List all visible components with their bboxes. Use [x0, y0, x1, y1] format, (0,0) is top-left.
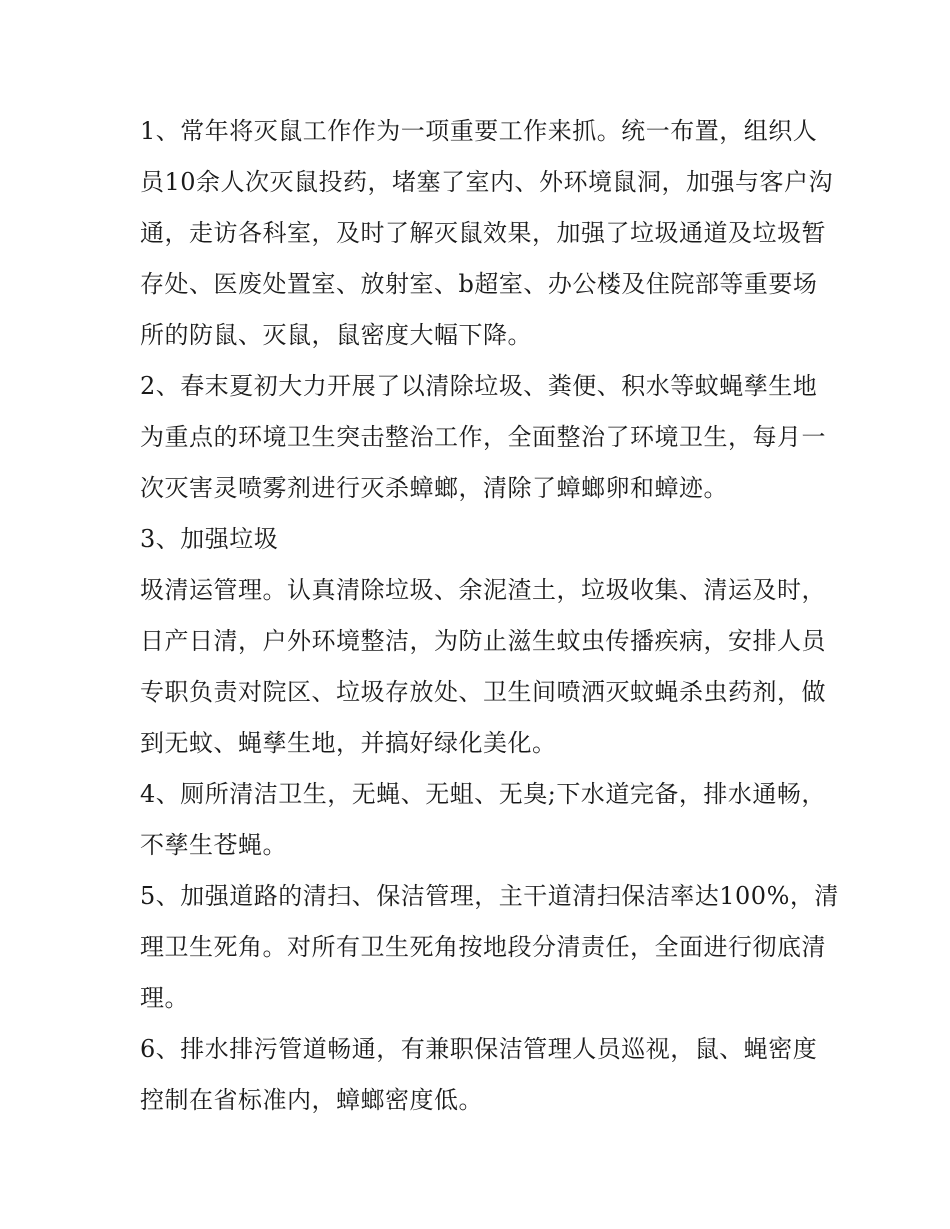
document-body	[140, 106, 840, 1126]
paragraph-4: 4、厕所清洁卫生，无蝇、无蛆、无臭;下水道完备，排水通畅，不孳生苍蝇。	[140, 780, 826, 859]
paragraph-5: 5、加强道路的清扫、保洁管理，主干道清扫保洁率达100%，清理卫生死角。对所有卫生死角按地段分清责任，全面进行彻底清理。	[140, 882, 839, 1012]
paragraph-2: 2、春末夏初大力开展了以清除垃圾、粪便、积水等蚊蝇孳生地为重点的环境卫生突击整治工作，全面整治了环境卫生，每月一次灭害灵喷雾剂进行灭杀蟑螂，清除了蟑螂卵和蟑迹。	[140, 372, 826, 502]
paragraph-1: 1、常年将灭鼠工作作为一项重要工作来抓。统一布置，组织人员10余人次灭鼠投药，堵塞了室内、外环境鼠洞，加强与客户沟通，走访各科室，及时了解灭鼠效果，加强了垃圾通道及垃圾暂存处、医废处置室、放射室、b超室、办公楼及住院部等重要场所的防鼠、灭鼠，鼠密度大幅下降。	[140, 117, 834, 349]
paragraph-3-heading: 3、加强垃圾	[140, 525, 279, 553]
paragraph-6: 6、排水排污管道畅通，有兼职保洁管理人员巡视，鼠、蝇密度控制在省标准内，蟑螂密度低。	[140, 1035, 818, 1114]
paragraph-3-body: 圾清运管理。认真清除垃圾、余泥渣土，垃圾收集、清运及时，日产日清，户外环境整洁，为防止滋生蚊虫传播疾病，安排人员专职负责对院区、垃圾存放处、卫生间喷洒灭蚊蝇杀虫药剂，做到无蚊、蝇孳生地，并搞好绿化美化。	[140, 576, 826, 757]
